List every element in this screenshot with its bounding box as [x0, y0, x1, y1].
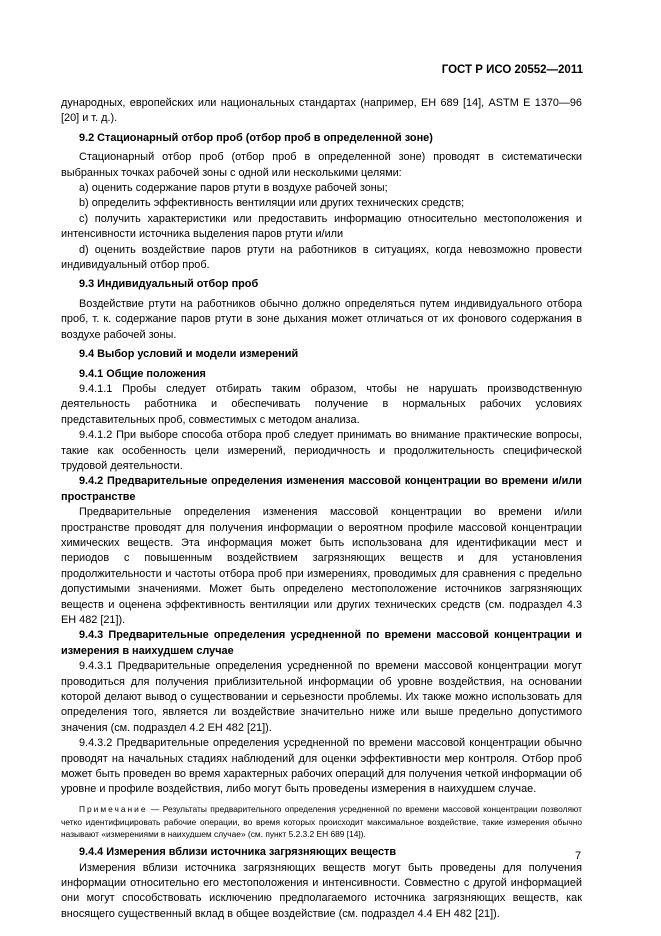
section-heading: 9.4 Выбор условий и модели измерений [79, 348, 299, 361]
list-item: c) получить характеристики или предоставить информацию относительно местоположения и интенсивности источника выделения паров ртути и/или [61, 212, 582, 241]
paragraph: дународных, европейских или национальных стандартах (например, ЕН 689 [14], ASTM E 1370—96 [20] и т. д.). [61, 97, 582, 125]
subsection-heading: 9.4.3 Предварительные определения усредненной по времени массовой концентрации и измерения в наихудшем случае [61, 629, 582, 657]
paragraph: Стационарный отбор проб (отбор проб в определенной зоне) проводят в систематически выбранных точках рабочей зоны с одной или несколькими целями: [61, 151, 582, 179]
page-number: 7 [575, 850, 582, 862]
paragraph: 9.4.3.1 Предварительные определения усредненной по времени массовой концентрации могут проводиться для получения приблизительной информации об уровне воздействия, на основании которой делают вывод о существовании и серьезности проблемы. Их также можно использовать для определения того, является ли воздействие значительно ниже или выше предельно допустимого значения (см. подраздел 4.2 ЕН 482 [21]). [61, 660, 582, 734]
list-item: b) определить эффективность вентиляции или других технических средств; [79, 197, 465, 210]
list-item: a) оценить содержание паров ртути в воздухе рабочей зоны; [79, 182, 388, 195]
note-label: Примечание [79, 803, 148, 814]
subsection-heading: 9.4.4 Измерения вблизи источника загрязняющих веществ [79, 846, 397, 859]
list-item: d) оценить воздействие паров ртути на работников в ситуациях, когда невозможно провести индивидуальный отбор проб. [61, 243, 582, 272]
subsection-heading: 9.4.2 Предварительные определения изменения массовой концентрации во времени и/или пространстве [61, 475, 582, 503]
document-header: ГОСТ Р ИСО 20552—2011 [441, 64, 583, 76]
paragraph: Воздействие ртути на работников обычно должно определяться путем индивидуального отбора проб, т. к. содержание паров ртути в зоне дыхания может отличаться от их фонового содержания в воздухе рабочей зоны. [61, 297, 582, 341]
paragraph: 9.4.1.2 При выборе способа отбора проб следует принимать во внимание практические вопросы, такие как особенность цели измерений, периодичность и продолжительность специфической трудовой деятельности. [61, 429, 582, 472]
paragraph: Измерения вблизи источника загрязняющих веществ могут быть проведены для получения информации относительно его местоположения и интенсивности. Совместно с другой информацией они могут способствовать исключению предполагаемого источника загрязняющих веществ, как вносящего существенный вклад в общее воздействие (см. подраздел 4.4 ЕН 482 [21]). [61, 861, 582, 920]
note-text: — Результаты предварительного определения усредненной по времени массовой концентрации позволяют четко идентифицировать рабочие операции, во время которых происходит максимальное воздействие, такие измерения обычно называют «измерениями в наихудшем случае» (см. пункт 5.2.3.2 ЕН 689 [14]). [61, 803, 582, 840]
document-body [61, 96, 582, 922]
paragraph: 9.4.1.1 Пробы следует отбирать таким образом, чтобы не нарушать производственную деятельность работника и обеспечивать получение в нормальных рабочих условиях представительных проб, совместимых с методом анализа. [61, 382, 582, 426]
section-heading: 9.2 Стационарный отбор проб (отбор проб в определенной зоне) [79, 131, 433, 144]
note [61, 803, 582, 841]
paragraph: 9.4.3.2 Предварительные определения усредненной по времени массовой концентрации обычно проводят на начальных стадиях наблюдений для оценки эффективности мер контроля. Отбор проб может быть проведен во время характерных рабочих операций для получения четкой информации об уровне и профиле воздействия, либо могут быть проведены измерения в наихудшем случае. [61, 737, 582, 796]
subsection-heading: 9.4.1 Общие положения [79, 367, 206, 380]
section-heading: 9.3 Индивидуальный отбор проб [79, 278, 259, 291]
paragraph: Предварительные определения изменения массовой концентрации во времени и/или пространстве проводят для получения информации о вероятном профиле массовой концентрации химических веществ. Эта информация может быть использована для идентификации мест и периодов с повышенным воздействием загрязняющих веществ и для установления продолжительности и частоты отбора проб при измерениях, проводимых для сравнения с предельно допустимыми значениями. Может быть определено местоположение источников загрязняющих веществ и оценена эффективность вентиляции или других технических средств (см. подраздел 4.3 ЕН 482 [21]). [61, 506, 582, 626]
